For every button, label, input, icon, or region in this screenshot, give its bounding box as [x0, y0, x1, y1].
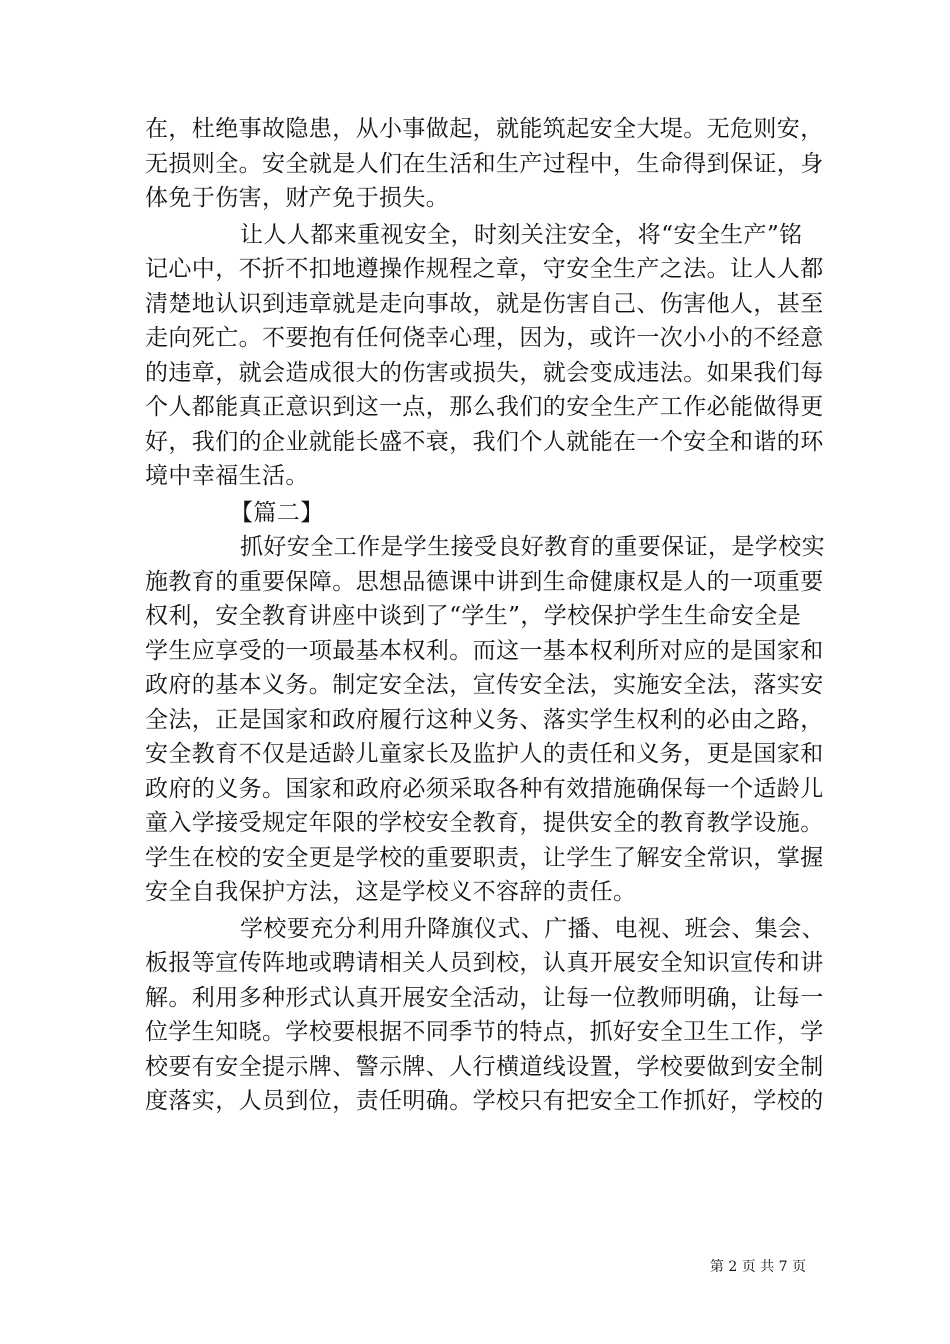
text-line: 记心中，不折不扣地遵操作规程之章，守安全生产之法。让人人都 [145, 256, 824, 282]
text-line: 学生应享受的一项最基本权利。而这一基本权利所对应的是国家和 [145, 637, 824, 664]
paragraph-4 [145, 912, 825, 1119]
text-line: 走向死亡。不要抱有任何侥幸心理，因为，或许一次小小的不经意 [145, 325, 824, 351]
text-line: 位学生知晓。学校要根据不同季节的特点，抓好安全卫生工作，学 [145, 1019, 824, 1045]
text-line: 体免于伤害，财产免于损失。 [145, 185, 450, 211]
text-line: 的违章，就会造成很大的伤害或损失，就会变成违法。如果我们每 [145, 359, 824, 386]
paragraph-3 [145, 530, 825, 910]
page-number-footer: 第 2 页 共 7 页 [709, 1259, 806, 1275]
text-line: 度落实，人员到位，责任明确。学校只有把安全工作抓好，学校的 [145, 1088, 824, 1114]
text-line: 无损则全。安全就是人们在生活和生产过程中，生命得到保证，身 [145, 150, 824, 177]
text-line: 解。利用多种形式认真开展安全活动，让每一位教师明确，让每一 [145, 984, 824, 1011]
text-line: 学生在校的安全更是学校的重要职责，让学生了解安全常识，掌握 [145, 844, 824, 871]
text-line: 好，我们的企业就能长盛不衰，我们个人就能在一个安全和谐的环 [145, 428, 824, 455]
section-heading: 【篇二】 [230, 499, 324, 526]
text-line: 让人人都来重视安全，时刻关注安全，将“安全生产”铭 [240, 221, 803, 248]
text-line: 安全教育不仅是适龄儿童家长及监护人的责任和义务，更是国家和 [145, 741, 824, 767]
paragraph-1 [145, 112, 824, 216]
text-line: 境中幸福生活。 [145, 463, 309, 489]
document-page [145, 112, 825, 1119]
text-line: 个人都能真正意识到这一点，那么我们的安全生产工作必能做得更 [145, 394, 824, 420]
text-line: 在，杜绝事故隐患，从小事做起，就能筑起安全大堤。无危则安， [145, 116, 824, 142]
text-line: 权利，安全教育讲座中谈到了“学生”，学校保护学生生命安全是 [145, 603, 802, 629]
text-line: 学校要充分利用升降旗仪式、广播、电视、班会、集会、 [240, 915, 825, 942]
text-line: 清楚地认识到违章就是走向事故，就是伤害自己、伤害他人，甚至 [145, 290, 824, 317]
text-line: 政府的基本义务。制定安全法，宣传安全法，实施安全法，落实安 [145, 672, 824, 698]
text-line: 抓好安全工作是学生接受良好教育的重要保证，是学校实 [240, 534, 825, 560]
paragraph-2 [145, 218, 824, 494]
text-line: 政府的义务。国家和政府必须采取各种有效措施确保每一个适龄儿 [145, 775, 824, 802]
text-line: 全法，正是国家和政府履行这种义务、落实学生权利的必由之路， [145, 706, 824, 733]
text-line: 童入学接受规定年限的学校安全教育，提供安全的教育教学设施。 [145, 810, 824, 836]
text-line: 校要有安全提示牌、警示牌、人行横道线设置，学校要做到安全制 [145, 1053, 824, 1080]
text-line: 安全自我保护方法，这是学校义不容辞的责任。 [145, 879, 637, 905]
text-line: 板报等宣传阵地或聘请相关人员到校，认真开展安全知识宣传和讲 [145, 950, 824, 976]
text-line: 施教育的重要保障。思想品德课中讲到生命健康权是人的一项重要 [145, 568, 824, 595]
